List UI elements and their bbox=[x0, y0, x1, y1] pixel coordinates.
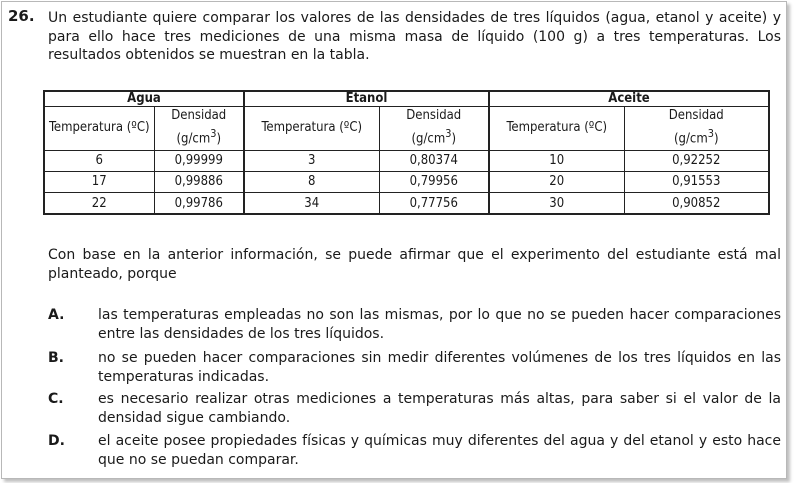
option-letter: A. bbox=[48, 307, 65, 323]
question-prompt: Con base en la anterior información, se puede afirmar que el experimento del estudiante está mal planteado, porque bbox=[48, 247, 781, 282]
column-header-density bbox=[379, 106, 489, 150]
column-header-temperature: Temperatura (ºC) bbox=[489, 106, 624, 150]
option-text: es necesario realizar otras mediciones a temperaturas más altas, para saber si el valor de la densidad sigue cambiando. bbox=[98, 391, 781, 426]
density-exponent: 3 bbox=[707, 127, 714, 141]
column-header-density bbox=[154, 106, 244, 150]
column-header-temperature: Temperatura (ºC) bbox=[244, 106, 379, 150]
table-cell: 0,90852 bbox=[624, 193, 769, 214]
option-text: no se pueden hacer comparaciones sin medir diferentes volúmenes de los tres líquidos en las temperaturas indicadas. bbox=[98, 350, 781, 385]
option-text: el aceite posee propiedades físicas y químicas muy diferentes del agua y del etanol y esto hace que no se puedan comparar. bbox=[98, 433, 781, 468]
density-table bbox=[43, 90, 770, 215]
table-cell: 22 bbox=[44, 193, 154, 214]
density-unit: (g/cm bbox=[176, 131, 211, 147]
table-row bbox=[44, 150, 769, 171]
option-c[interactable] bbox=[48, 390, 781, 428]
option-letter: C. bbox=[48, 391, 64, 407]
table-cell: 34 bbox=[244, 193, 379, 214]
table-cell: 17 bbox=[44, 171, 154, 192]
option-d[interactable] bbox=[48, 432, 781, 470]
question-card bbox=[1, 1, 787, 479]
table-cell: 8 bbox=[244, 171, 379, 192]
density-unit: (g/cm bbox=[411, 131, 446, 147]
option-letter: B. bbox=[48, 350, 64, 366]
option-a[interactable] bbox=[48, 306, 781, 344]
table-cell: 0,77756 bbox=[379, 193, 489, 214]
option-letter: D. bbox=[48, 433, 65, 449]
column-header-density bbox=[624, 106, 769, 150]
table-cell: 0,99886 bbox=[154, 171, 244, 192]
group-header-etanol: Etanol bbox=[244, 91, 489, 106]
density-label: Densidad bbox=[668, 108, 724, 124]
density-exponent: 3 bbox=[210, 127, 217, 141]
density-unit-close: ) bbox=[451, 131, 457, 147]
density-unit: (g/cm bbox=[673, 131, 708, 147]
option-b[interactable] bbox=[48, 349, 781, 387]
table-cell: 0,99786 bbox=[154, 193, 244, 214]
table-cell: 0,91553 bbox=[624, 171, 769, 192]
question-number: 26. bbox=[8, 7, 35, 25]
question-stem: Un estudiante quiere comparar los valores de las densidades de tres líquidos (agua, etanol y aceite) y para ello hace tres mediciones de una misma masa de líquido (100 g) a tres temperaturas. Los resultados obtenidos se muestran en la tabla. bbox=[48, 10, 781, 63]
table-cell: 10 bbox=[489, 150, 624, 171]
column-header-temperature: Temperatura (ºC) bbox=[44, 106, 154, 150]
table-cell: 30 bbox=[489, 193, 624, 214]
table-row bbox=[44, 193, 769, 214]
table-cell: 3 bbox=[244, 150, 379, 171]
density-unit-close: ) bbox=[216, 131, 222, 147]
table-cell: 0,79956 bbox=[379, 171, 489, 192]
table-cell: 6 bbox=[44, 150, 154, 171]
density-label: Densidad bbox=[171, 108, 227, 124]
table-row bbox=[44, 171, 769, 192]
option-text: las temperaturas empleadas no son las mismas, por lo que no se pueden hacer comparaciones entre las densidades de los tres líquidos. bbox=[98, 307, 781, 342]
table-cell: 0,99999 bbox=[154, 150, 244, 171]
group-header-aceite: Aceite bbox=[489, 91, 769, 106]
table-cell: 20 bbox=[489, 171, 624, 192]
density-exponent: 3 bbox=[445, 127, 452, 141]
group-header-agua: Agua bbox=[44, 91, 244, 106]
table-cell: 0,80374 bbox=[379, 150, 489, 171]
density-label: Densidad bbox=[406, 108, 462, 124]
table-cell: 0,92252 bbox=[624, 150, 769, 171]
density-unit-close: ) bbox=[713, 131, 719, 147]
